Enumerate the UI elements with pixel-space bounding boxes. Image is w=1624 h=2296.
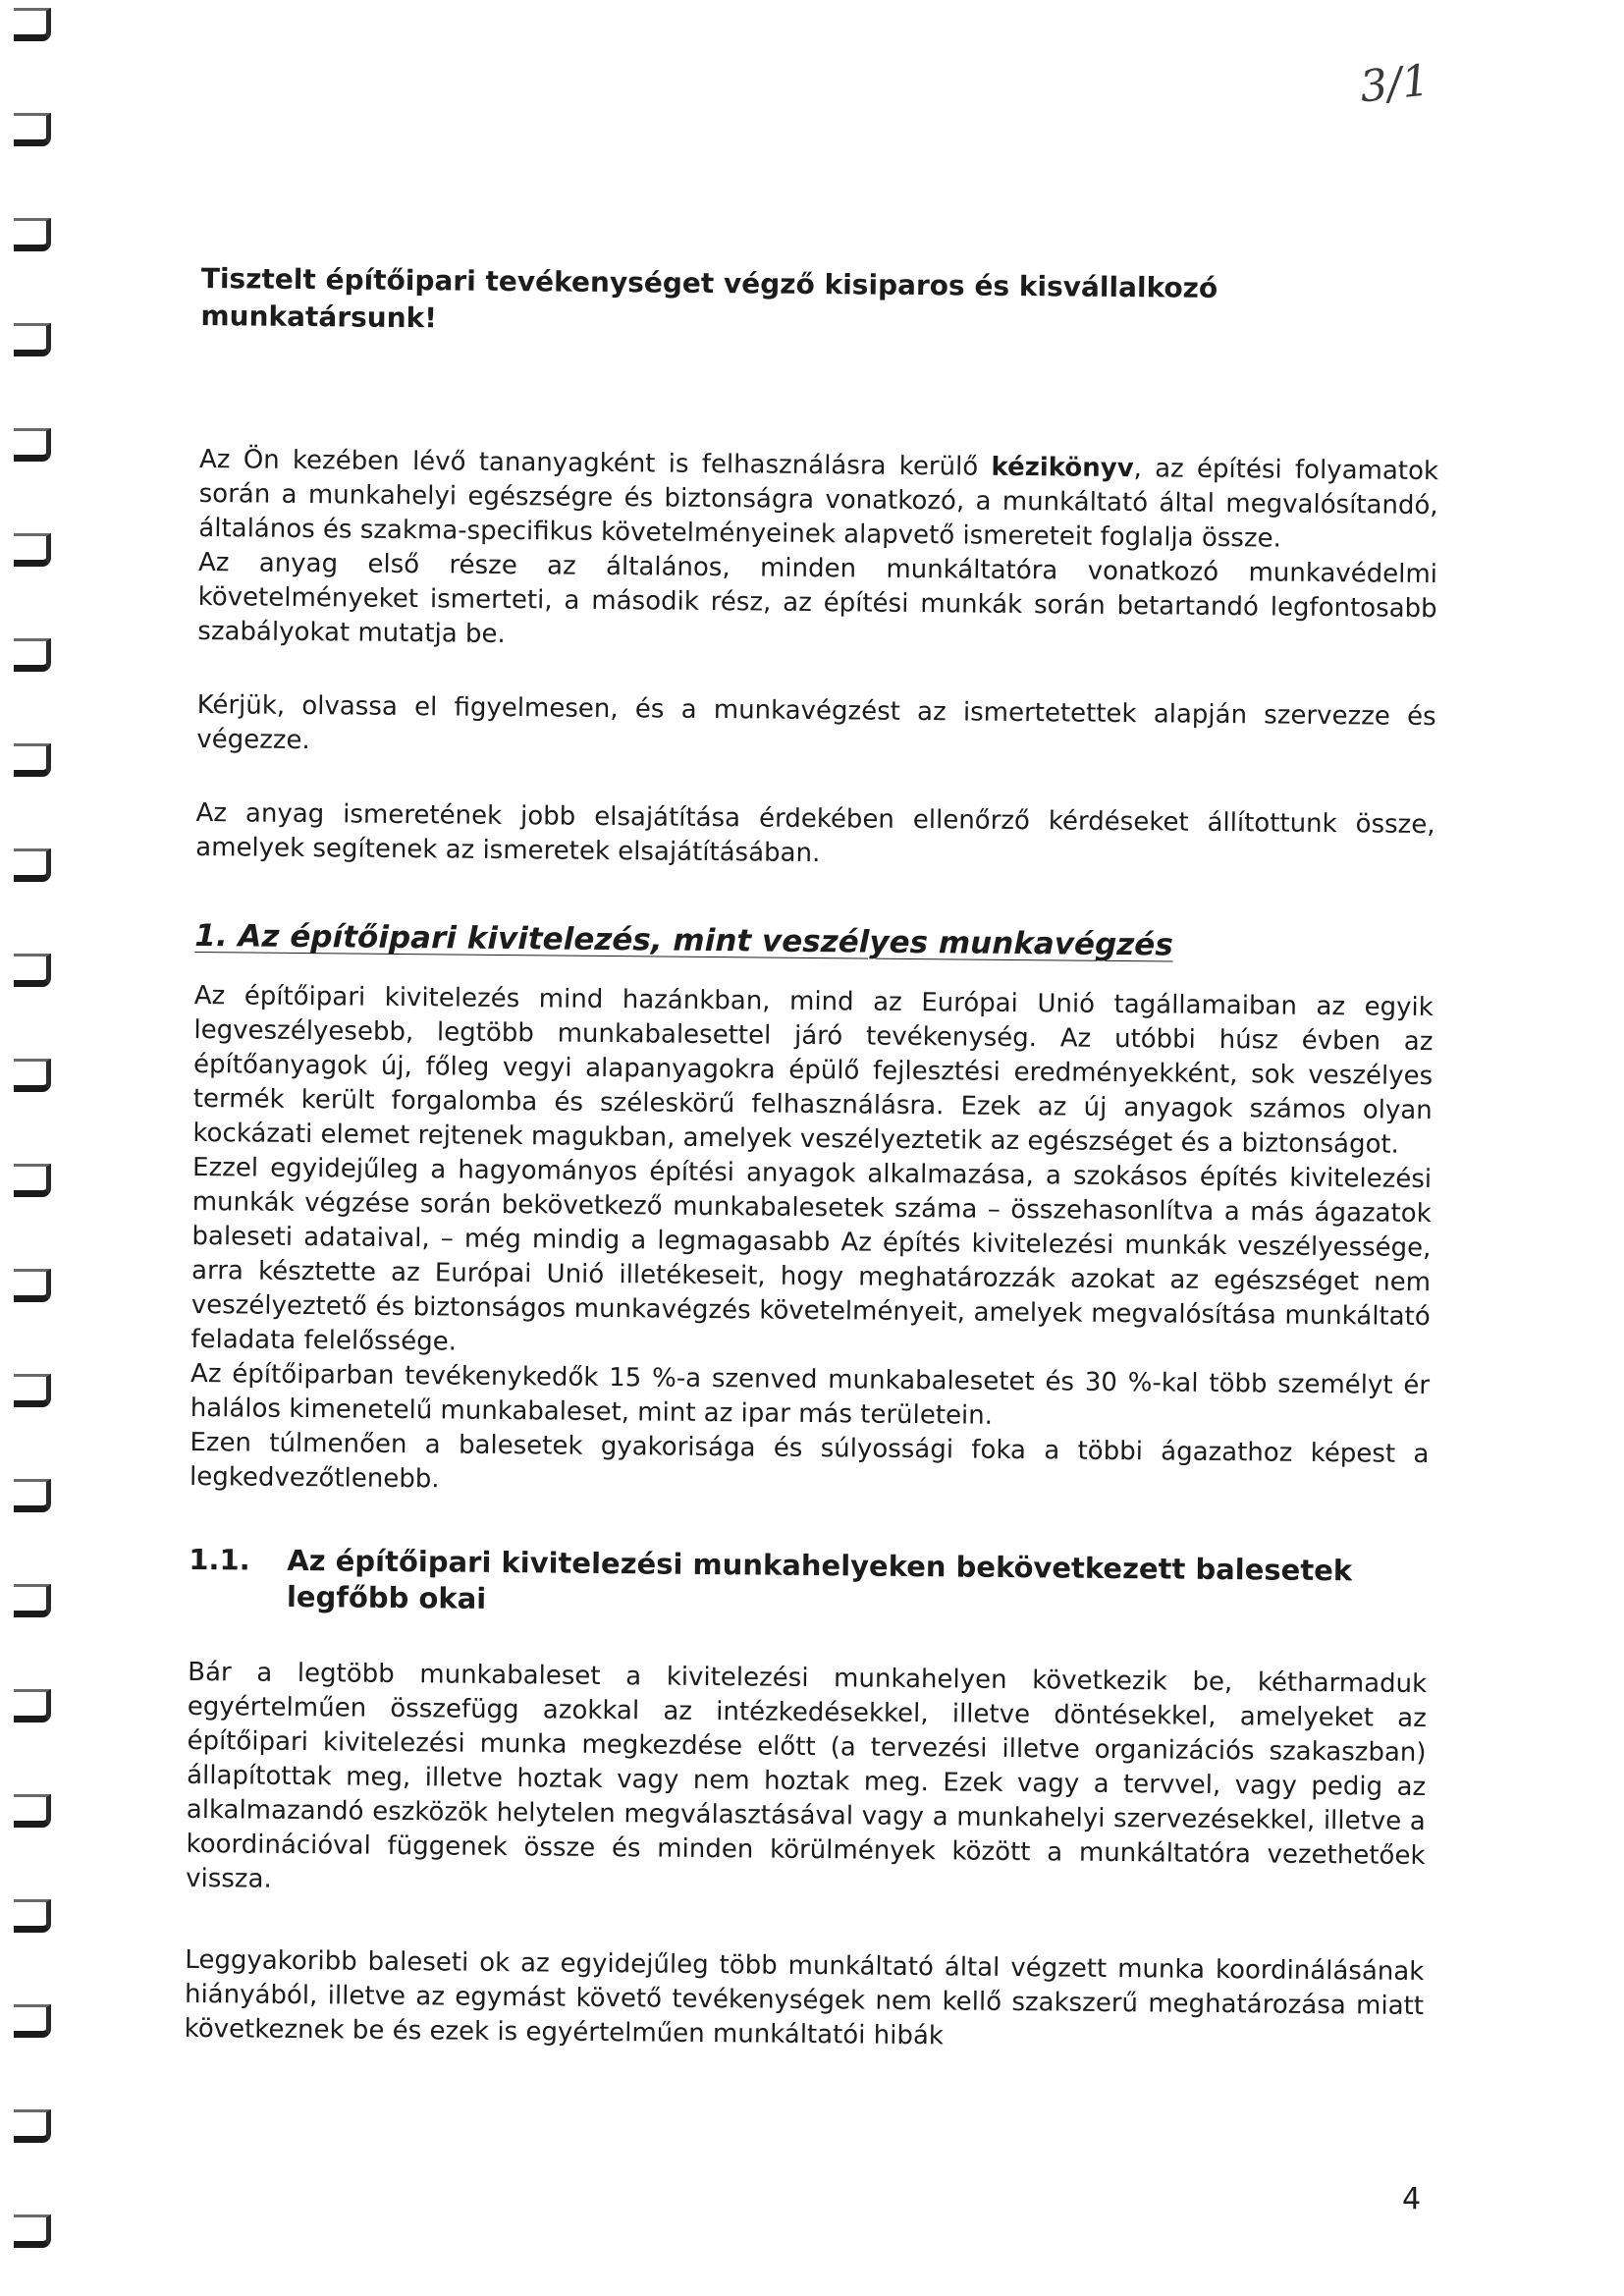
- section-1-1-paragraph-1: Bár a legtöbb munkabaleset a kivitelezési munkahelyen következik be, kétharmaduk egyértelműen összefügg azokkal az intézkedésekkel, illetve döntésekkel, amelyeket az építőipari kivitelezési munka megkezdése előtt (a tervezési illetve organizációs szakaszban) állapítottak meg, illetve hoztak vagy nem hoztak meg. Ezek vagy a tervvel, vagy pedig az alkalmazandó eszközök helytelen megválasztásával vagy a munkahelyi szervezésekkel, illetve a koordinációval függenek össze és minden körülmények között a munkáltatóra vezethetőek vissza.: [186, 1657, 1428, 1894]
- kezikonyv-bold: kézikönyv: [991, 452, 1134, 484]
- intro-paragraph-2: Az anyag első része az általános, minden munkáltatóra vonatkozó munkavédelmi követelményeket ismerteti, a második rész, az építési munkák során betartandó legfontosabb szabályokat mutatja be.: [197, 547, 1438, 649]
- binding-ring: [14, 1794, 51, 1828]
- section-1-paragraph-2: Ezzel egyidejűleg a hagyományos építési anyagok alkalmazása, a szokásos építés kivitelezési munkák végzése során bekövetkező munkabalesetek száma – összehasonlítva a más ágazatok baleseti adataival, – még mindig a legmagasabb Az építés kivitelezési munkák veszélyessége, arra késztette az Európai Unió illetékeseit, hogy meghatározzák azokat az egészséget nem veszélyeztető és biztonságos munkavégzés követelményeit, amelyek megvalósítása munkáltató feladata felelőssége.: [190, 1152, 1433, 1357]
- intro-paragraph-1: Az Ön kezében lévő tananyagként is felhasználásra kerülő kézikönyv, az építési folyamatok során a munkahelyi egészségre és biztonságra vonatkozó, a munkáltató által megvalósítandó, általános és szakma-specifikus követelményeinek alapvető ismereteit foglalja össze.: [198, 444, 1439, 554]
- section-1-paragraph-3: Az építőiparban tevékenykedők 15 %-a szenved munkabalesetet és 30 %-kal több személyt ér halálos kimenetelű munkabaleset, mint az ipar más területein.: [189, 1358, 1431, 1431]
- section-1-paragraph-1: Az építőipari kivitelezés mind hazánkban, mind az Európai Unió tagállamaiban az egyik legveszélyesebb, legtöbb munkabalesettel járó tevékenység. Az utóbbi húsz évben az építőanyagok új, főleg vegyi alapanyagokra épülő fejlesztési eredményekként, sok veszélyes termék került forgalomba és széleskörű felhasználásra. Ezek az új anyagok számos olyan kockázati elemet rejtenek magukban, amelyek veszélyeztetik az egészséget és a biztonságot.: [192, 980, 1434, 1160]
- binding-ring: [14, 1374, 51, 1407]
- binding-ring: [14, 1269, 51, 1302]
- binding-ring: [14, 1059, 51, 1092]
- binding-ring: [14, 638, 51, 672]
- document-body: [185, 260, 1440, 2058]
- binding-ring: [14, 1689, 51, 1722]
- binding-ring: [14, 743, 51, 777]
- binding-ring: [14, 1899, 51, 1933]
- binding-ring: [14, 2109, 51, 2143]
- section-1-1-number: 1.1.: [189, 1542, 250, 1577]
- section-1-1-title: Az építőipari kivitelezési munkahelyeken bekövetkezett balesetek legfőbb okai: [286, 1543, 1353, 1615]
- binding-ring: [14, 1164, 51, 1197]
- binding-ring: [14, 848, 51, 882]
- binding-ring: [14, 428, 51, 462]
- spiral-binding: [0, 0, 59, 2296]
- page-number: 4: [1402, 2182, 1422, 2216]
- binding-ring: [14, 533, 51, 567]
- binding-ring: [14, 2214, 51, 2248]
- binding-ring: [14, 218, 51, 251]
- binding-ring: [14, 1479, 51, 1512]
- binding-ring: [14, 8, 51, 41]
- intro-paragraph-4: Az anyag ismeretének jobb elsajátítása érdekében ellenőrző kérdéseket állítottunk össze, amelyek segítenek az ismeretek elsajátításában.: [195, 797, 1435, 869]
- binding-ring: [14, 323, 51, 356]
- greeting-heading: Tisztelt építőipari tevékenységet végző kisiparos és kisvállalkozó munkatársunk!: [200, 261, 1218, 335]
- section-1-1-paragraph-2: Leggyakoribb baleseti ok az egyidejűleg több munkáltató által végzett munka koordinálásának hiányából, illetve az egymást követő tevékenységek nem kellő szakszerű meghatározása miatt következnek be és ezek is egyértelműen munkáltatói hibák: [184, 1944, 1425, 2051]
- binding-ring: [14, 954, 51, 987]
- section-1-1-heading: [189, 1542, 1429, 1626]
- binding-ring: [14, 1584, 51, 1617]
- section-1-heading: 1. Az építőipari kivitelezés, mint veszélyes munkavégzés: [194, 917, 1173, 963]
- intro-paragraph-3: Kérjük, olvassa el figyelmesen, és a munkavégzést az ismertetettek alapján szervezze és végezze.: [196, 689, 1436, 756]
- section-1-paragraph-4: Ezen túlmenően a balesetek gyakorisága és súlyossági foka a többi ágazathoz képest a legkedvezőtlenebb.: [189, 1427, 1430, 1495]
- binding-ring: [14, 2004, 51, 2038]
- handwritten-page-mark: 3/1: [1357, 55, 1433, 113]
- binding-ring: [14, 113, 51, 146]
